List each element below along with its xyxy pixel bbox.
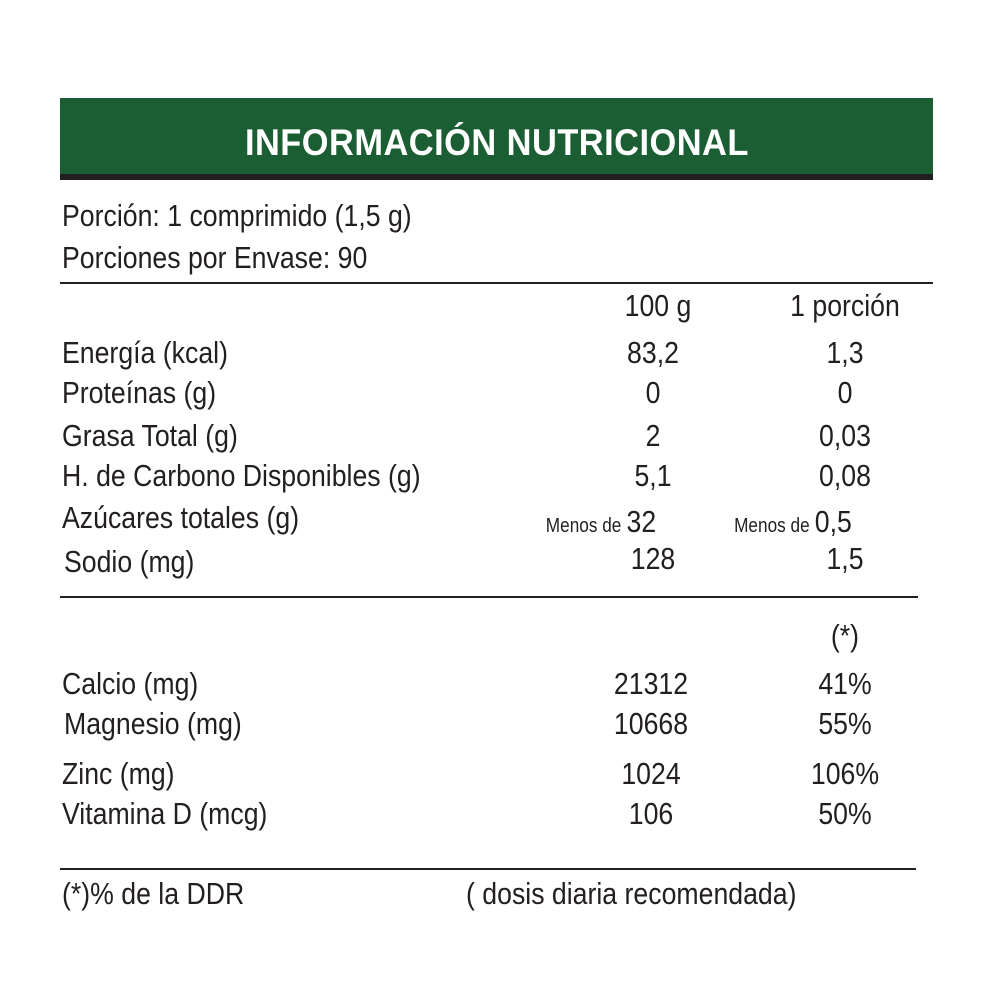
nutrient-label-energia: Energía (kcal) — [62, 335, 228, 370]
mineral-ddr-magnesio: 55% — [818, 706, 872, 741]
nutrient-100g-sodio: 128 — [630, 541, 676, 576]
nutrient-100g-azucares: 32 — [626, 504, 657, 539]
mineral-label-zinc: Zinc (mg) — [62, 756, 175, 791]
footer-ddr-definition: ( dosis diaria recomendada) — [466, 876, 797, 911]
nutrient-100g-azucares-cell — [528, 504, 674, 540]
nutrient-100g-azucares-prefix: Menos de — [545, 515, 622, 537]
nutrient-portion-grasa: 0,03 — [819, 418, 871, 453]
nutrient-label-azucares: Azúcares totales (g) — [62, 500, 300, 535]
footer-ddr-note: (*)% de la DDR — [62, 876, 245, 911]
nutrient-100g-grasa: 2 — [645, 418, 661, 453]
nutrient-portion-azucares: 0,5 — [814, 504, 852, 539]
mineral-100g-calcio: 21312 — [613, 666, 689, 701]
mineral-ddr-vitamina-d: 50% — [818, 796, 872, 831]
column-header-100g: 100 g — [624, 288, 692, 323]
nutrient-label-carbohidratos: H. de Carbono Disponibles (g) — [62, 458, 421, 493]
mineral-label-vitamina-d: Vitamina D (mcg) — [62, 796, 268, 831]
divider-top — [60, 282, 933, 284]
mineral-ddr-zinc: 106% — [810, 756, 880, 791]
nutrition-header-bar — [60, 98, 933, 180]
ddr-column-header: (*) — [830, 618, 860, 653]
nutrient-portion-energia: 1,3 — [826, 335, 864, 370]
nutrient-label-sodio: Sodio (mg) — [64, 544, 195, 579]
nutrient-portion-carbohidratos: 0,08 — [819, 458, 871, 493]
nutrient-label-grasa: Grasa Total (g) — [62, 418, 238, 453]
nutrient-label-proteinas: Proteínas (g) — [62, 375, 217, 410]
nutrition-title: INFORMACIÓN NUTRICIONAL — [244, 122, 749, 163]
nutrient-portion-proteinas: 0 — [837, 375, 853, 410]
mineral-label-calcio: Calcio (mg) — [62, 666, 199, 701]
nutrient-100g-carbohidratos: 5,1 — [634, 458, 672, 493]
divider-middle — [60, 596, 918, 598]
nutrient-portion-sodio: 1,5 — [826, 541, 864, 576]
mineral-100g-magnesio: 10668 — [613, 706, 689, 741]
mineral-100g-vitamina-d: 106 — [628, 796, 674, 831]
mineral-100g-zinc: 1024 — [621, 756, 681, 791]
portion-text: Porción: 1 comprimido (1,5 g) — [62, 198, 412, 233]
nutrient-100g-energia: 83,2 — [627, 335, 679, 370]
nutrient-portion-azucares-prefix: Menos de — [734, 515, 810, 537]
column-header-portion: 1 porción — [790, 288, 900, 323]
divider-bottom — [60, 868, 916, 870]
nutrient-portion-azucares-cell — [715, 504, 872, 540]
servings-per-container-text: Porciones por Envase: 90 — [62, 240, 368, 275]
mineral-ddr-calcio: 41% — [818, 666, 872, 701]
nutrient-100g-proteinas: 0 — [645, 375, 661, 410]
mineral-label-magnesio: Magnesio (mg) — [64, 706, 242, 741]
